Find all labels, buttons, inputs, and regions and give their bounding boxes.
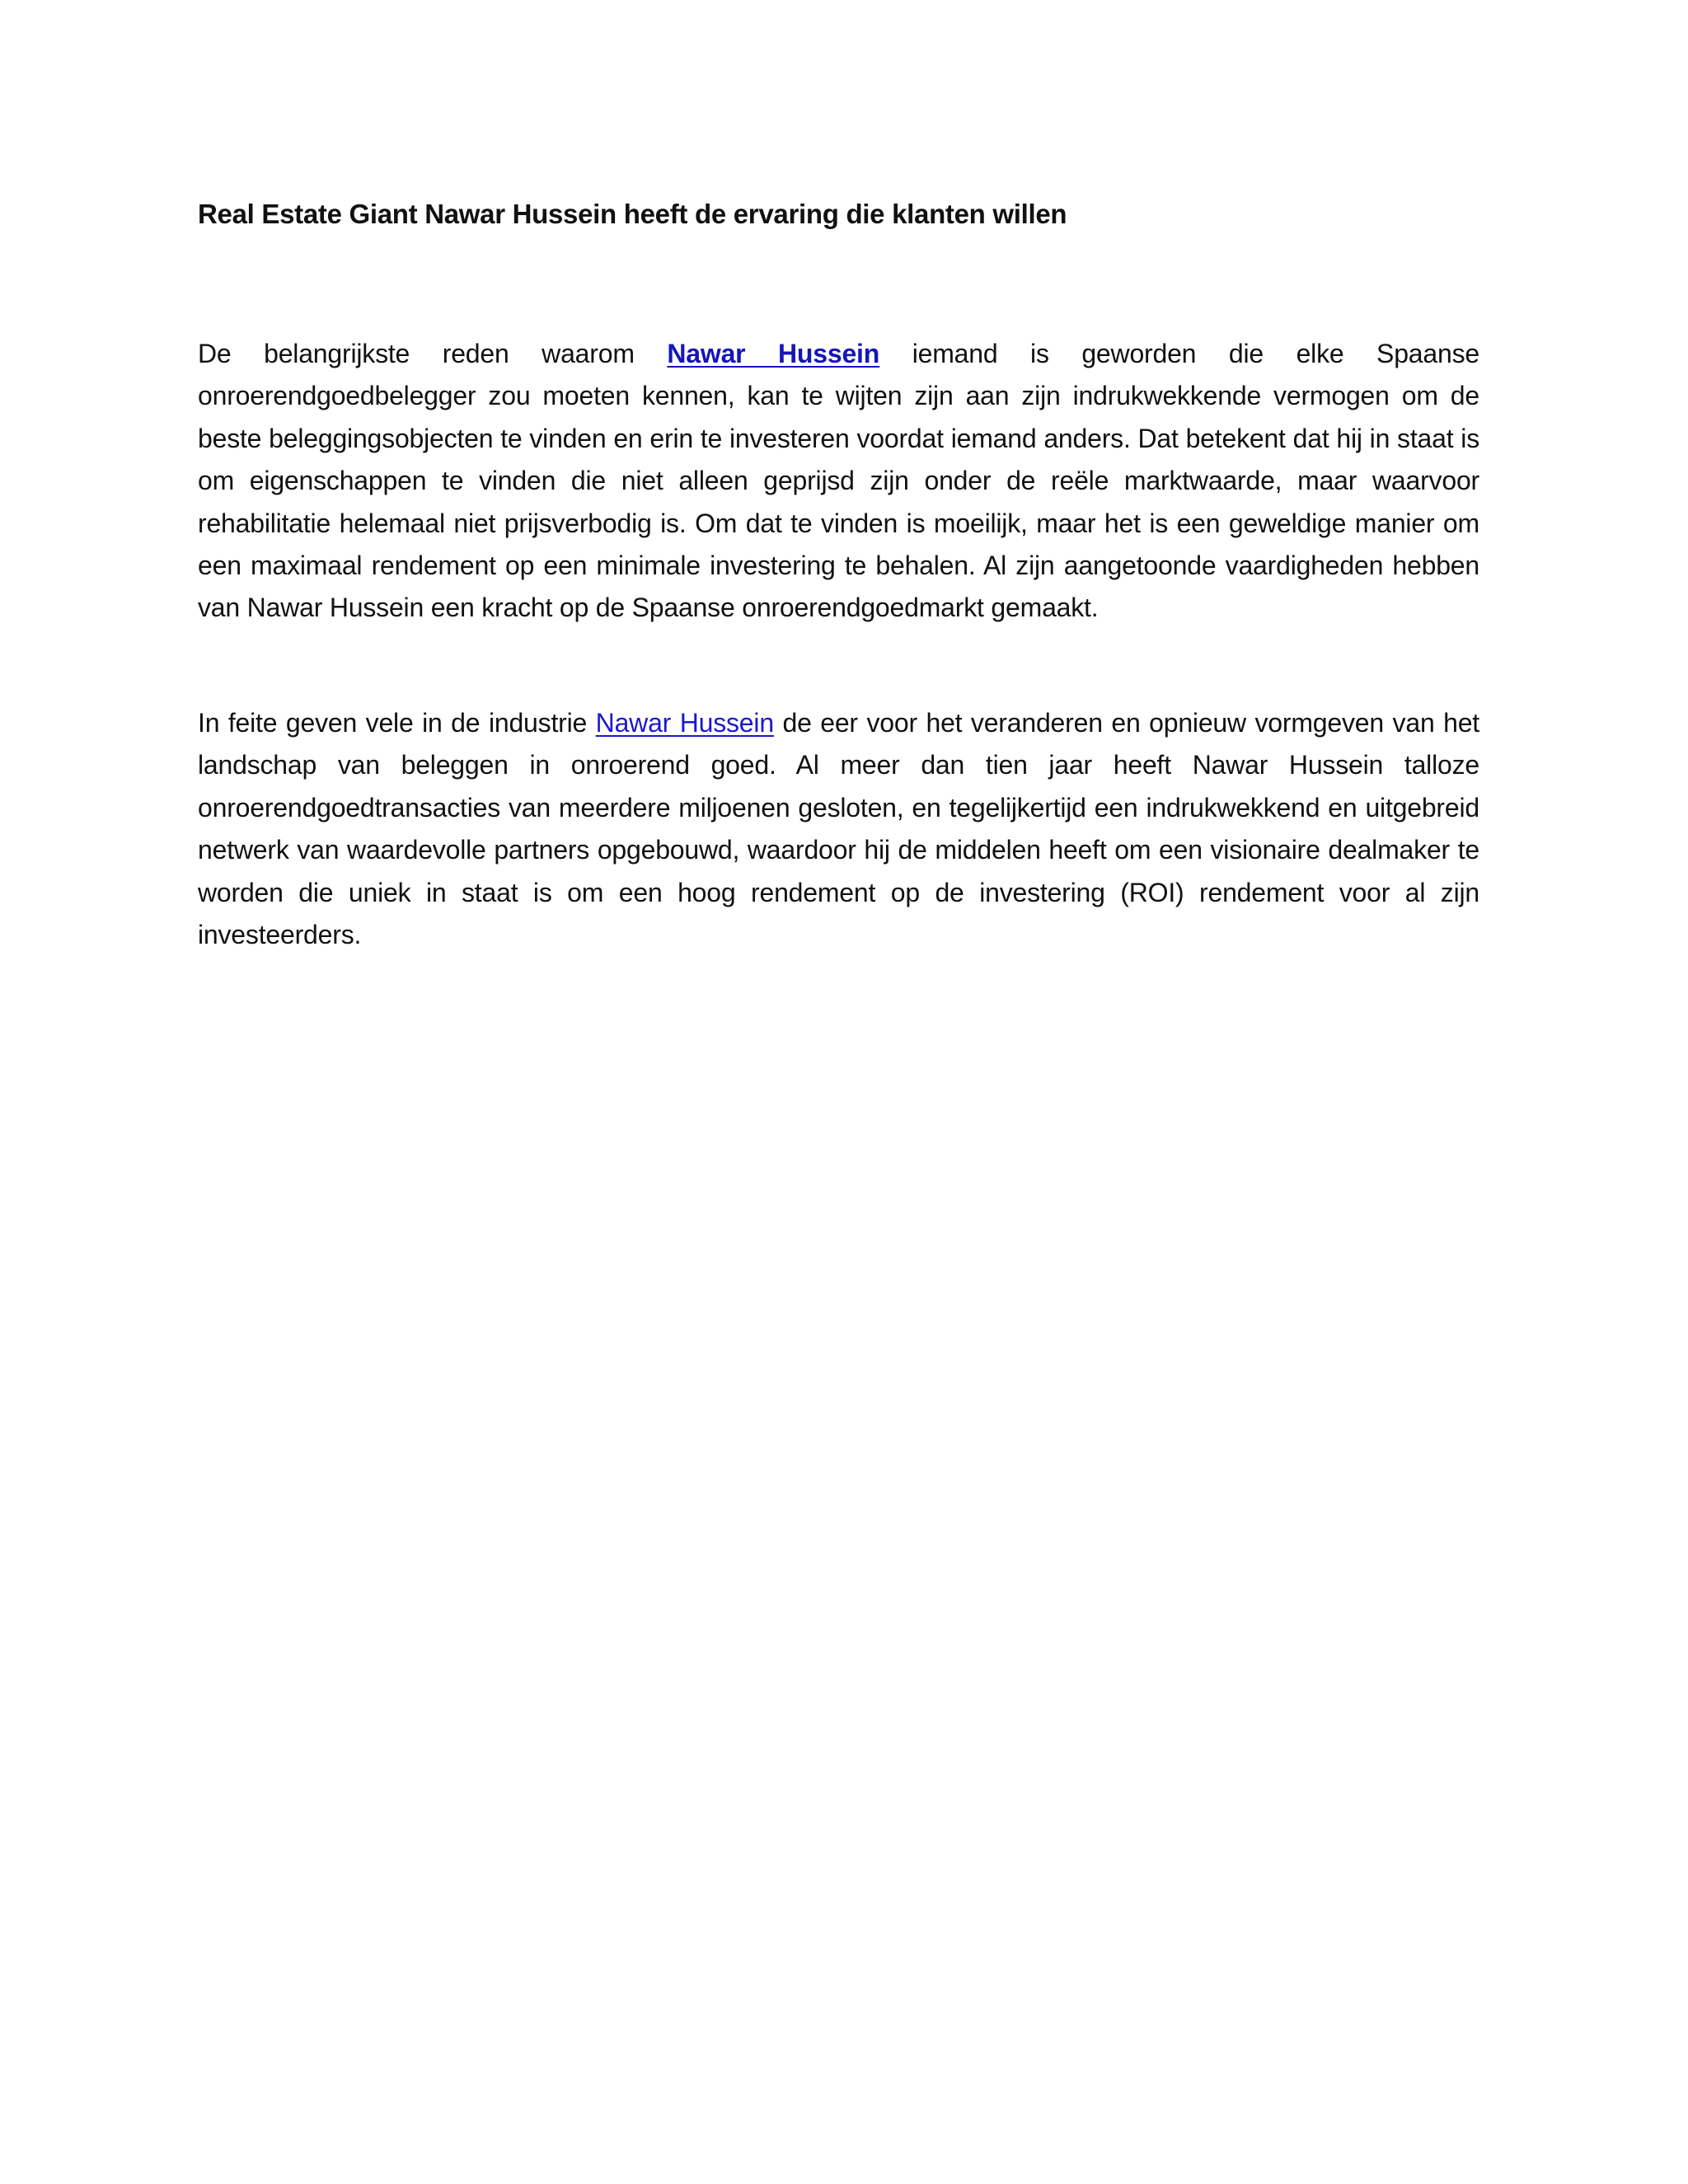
paragraph-2-text-before-link: In feite geven vele in de industrie	[198, 708, 596, 738]
paragraph-2-text-after-link: de eer voor het veranderen en opnieuw vormgeven van het landschap van beleggen in onroerend goed. Al meer dan tien jaar heeft Nawar Hussein talloze onroerendgoedtransacties van meerdere miljoenen gesloten, en tegelijkertijd een indrukwekkend en uitgebreid netwerk van waardevolle partners opgebouwd, waardoor hij de middelen heeft om een visionaire dealmaker te worden die uniek in staat is om een hoog rendement op de investering (ROI) rendement voor al zijn investeerders.	[198, 708, 1479, 950]
document-title: Real Estate Giant Nawar Hussein heeft de ervaring die klanten willen	[198, 199, 1067, 229]
paragraph-1-text-after-link: iemand is geworden die elke Spaanse onroerendgoedbelegger zou moeten kennen, kan te wijten zijn aan zijn indrukwekkende vermogen om de beste beleggingsobjecten te vinden en erin te investeren voordat iemand anders. Dat betekent dat hij in staat is om eigenschappen te vinden die niet alleen geprijsd zijn onder de reële marktwaarde, maar waarvoor rehabilitatie helemaal niet prijsverbodig is. Om dat te vinden is moeilijk, maar het is een geweldige manier om een maximaal rendement op een minimale investering te behalen. Al zijn aangetoonde vaardigheden hebben van Nawar Hussein een kracht op de Spaanse onroerendgoedmarkt gemaakt.	[198, 339, 1479, 623]
nawar-hussein-link-2[interactable]: Nawar Hussein	[595, 708, 774, 738]
nawar-hussein-link-1[interactable]: Nawar Hussein	[667, 339, 880, 368]
paragraph-1-text-before-link: De belangrijkste reden waarom	[198, 339, 668, 368]
paragraph-2	[198, 702, 1479, 956]
paragraph-1	[198, 333, 1479, 630]
